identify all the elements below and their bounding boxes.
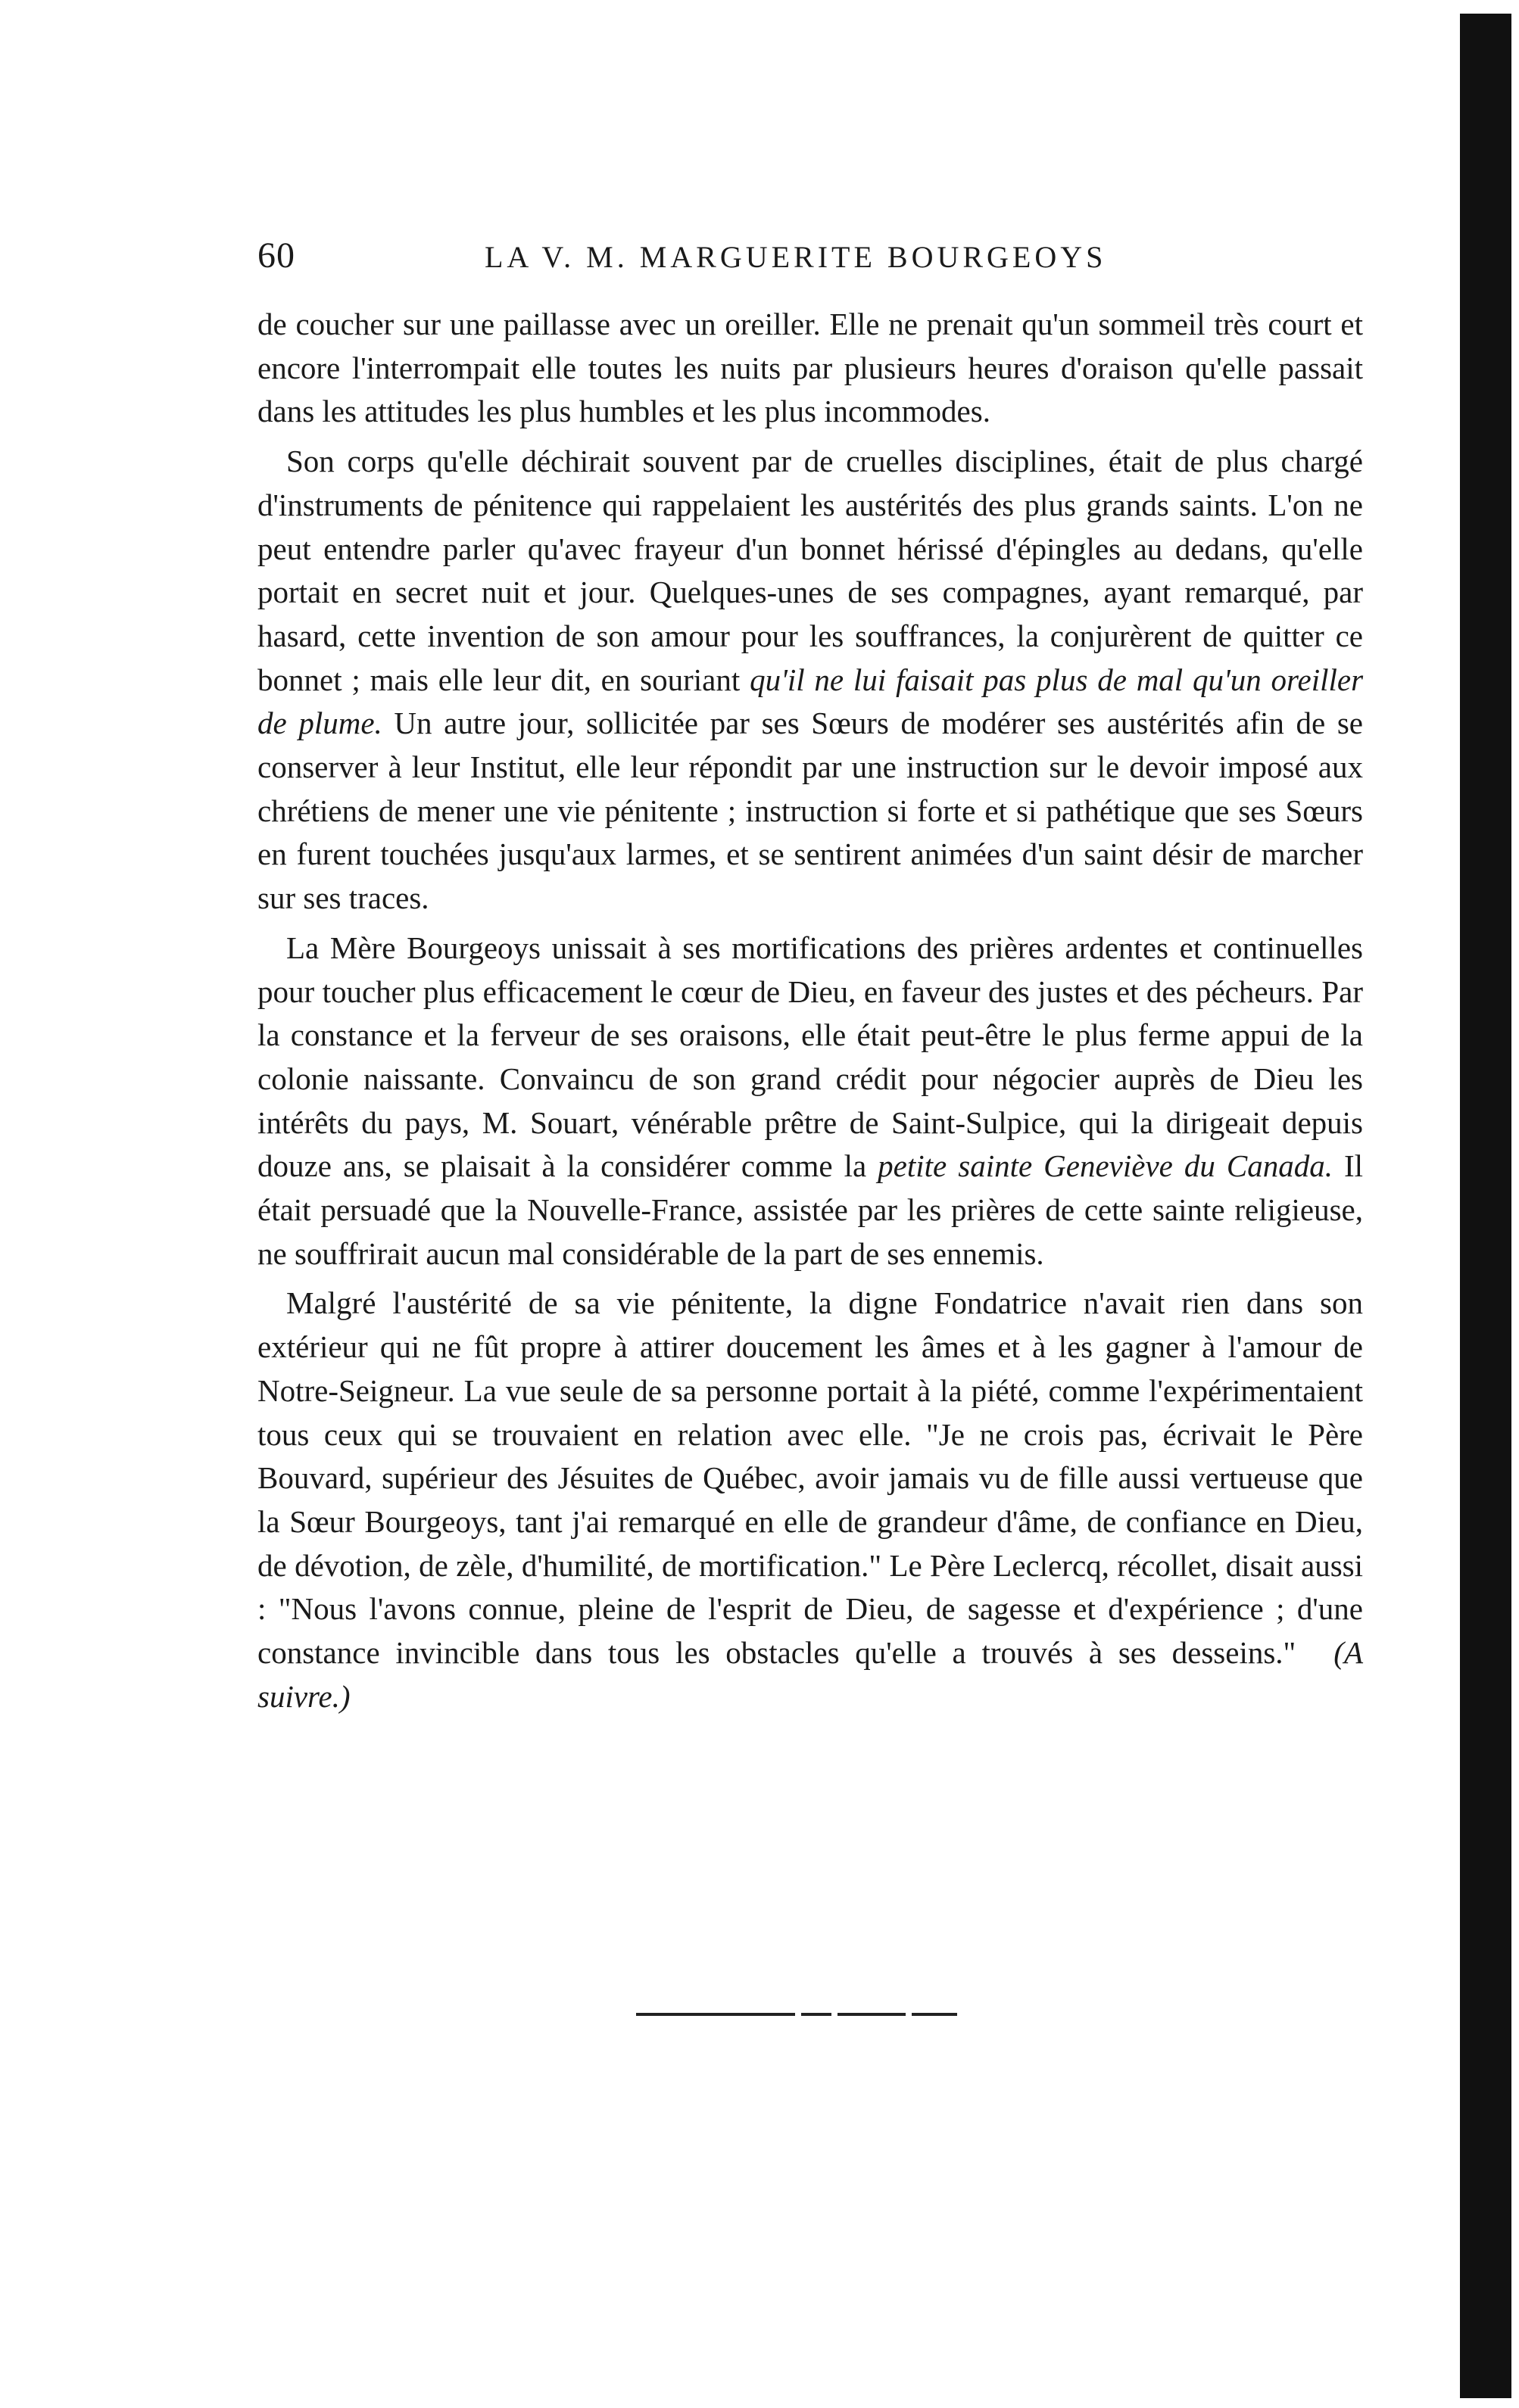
section-end-rule (636, 2012, 969, 2017)
page-number: 60 (257, 235, 295, 276)
running-head: LA V. M. MARGUERITE BOURGEOYS (485, 240, 1107, 274)
page-edge-shadow (1460, 14, 1511, 2398)
paragraph-3-text-cont: Il était persuadé que la Nouvelle-France, assistée par les prières de cette sainte religieuse, ne souffrirait aucun mal considérable de la part de ses ennemis. (257, 1148, 1364, 1271)
paragraph-4 (257, 1282, 1363, 1718)
quote-italic-1: qu'il ne lui faisait pas plus de mal qu'un oreiller de plume. (257, 662, 1364, 741)
paragraph-2 (257, 440, 1363, 921)
rule-segment (801, 2013, 831, 2016)
paragraph-2-text-cont: Un autre jour, sollicitée par ses Sœurs de modérer ses austérités afin de se conserver à leur Institut, elle leur répondit par une instruction sur le devoir imposé aux chrétiens de mener une vie pénitente ; instruction si forte et si pathétique que ses Sœurs en furent touchées jusqu'aux larmes, et se sentirent animées d'un saint désir de marcher sur ses traces. (257, 706, 1364, 916)
rule-segment (912, 2013, 957, 2016)
continued-note: (A suivre.) (257, 1635, 1363, 1714)
page-header (257, 235, 1363, 280)
rule-segment (636, 2013, 795, 2016)
body-text (257, 303, 1363, 1719)
quote-italic-2: petite sainte Geneviève du Canada. (878, 1148, 1333, 1184)
paragraph-1: de coucher sur une paillasse avec un oreiller. Elle ne prenait qu'un sommeil très court et encore l'interrompait elle toutes les nuits par plusieurs heures d'oraison qu'elle passait dans les attitudes les plus humbles et les plus incommodes. (257, 307, 1363, 429)
paragraph-3 (257, 927, 1363, 1276)
paragraph-3-text: La Mère Bourgeoys unissait à ses mortifications des prières ardentes et continuelles pour toucher plus efficacement le cœur de Dieu, en faveur des justes et des pécheurs. Par la constance et la ferveur de ses oraisons, elle était peut-être le plus ferme appui de la colonie naissante. Convaincu de son grand crédit pour négocier auprès de Dieu les intérêts du pays, M. Souart, vénérable prêtre de Saint-Sulpice, qui la dirigeait depuis douze ans, se plaisait à la considérer comme la (257, 930, 1363, 1184)
rule-segment (837, 2013, 906, 2016)
paragraph-2-text: Son corps qu'elle déchirait souvent par de cruelles disciplines, était de plus chargé d'instruments de pénitence qui rappelaient les austérités des plus grands saints. L'on ne peut entendre parler qu'avec frayeur d'un bonnet hérissé d'épingles au dedans, qu'elle portait en secret nuit et jour. Quelques-unes de ses compagnes, ayant remarqué, par hasard, cette invention de son amour pour les souffrances, la conjurèrent de quitter ce bonnet ; mais elle leur dit, en souriant (257, 444, 1363, 697)
paragraph-4-text: Malgré l'austérité de sa vie pénitente, la digne Fondatrice n'avait rien dans son extérieur qui ne fût propre à attirer doucement les âmes et à les gagner à l'amour de Notre-Seigneur. La vue seule de sa personne portait à la piété, comme l'expérimentaient tous ceux qui se trouvaient en relation avec elle. "Je ne crois pas, écrivait le Père Bouvard, supérieur des Jésuites de Québec, avoir jamais vu de fille aussi vertueuse que la Sœur Bourgeoys, tant j'ai remarqué en elle de grandeur d'âme, de confiance en Dieu, de dévotion, de zèle, d'humilité, de mortification." Le Père Leclercq, récollet, disait aussi : "Nous l'avons connue, pleine de l'esprit de Dieu, de sagesse et d'expérience ; d'une constance invincible dans tous les obstacles qu'elle a trouvés à ses desseins." (257, 1285, 1363, 1671)
